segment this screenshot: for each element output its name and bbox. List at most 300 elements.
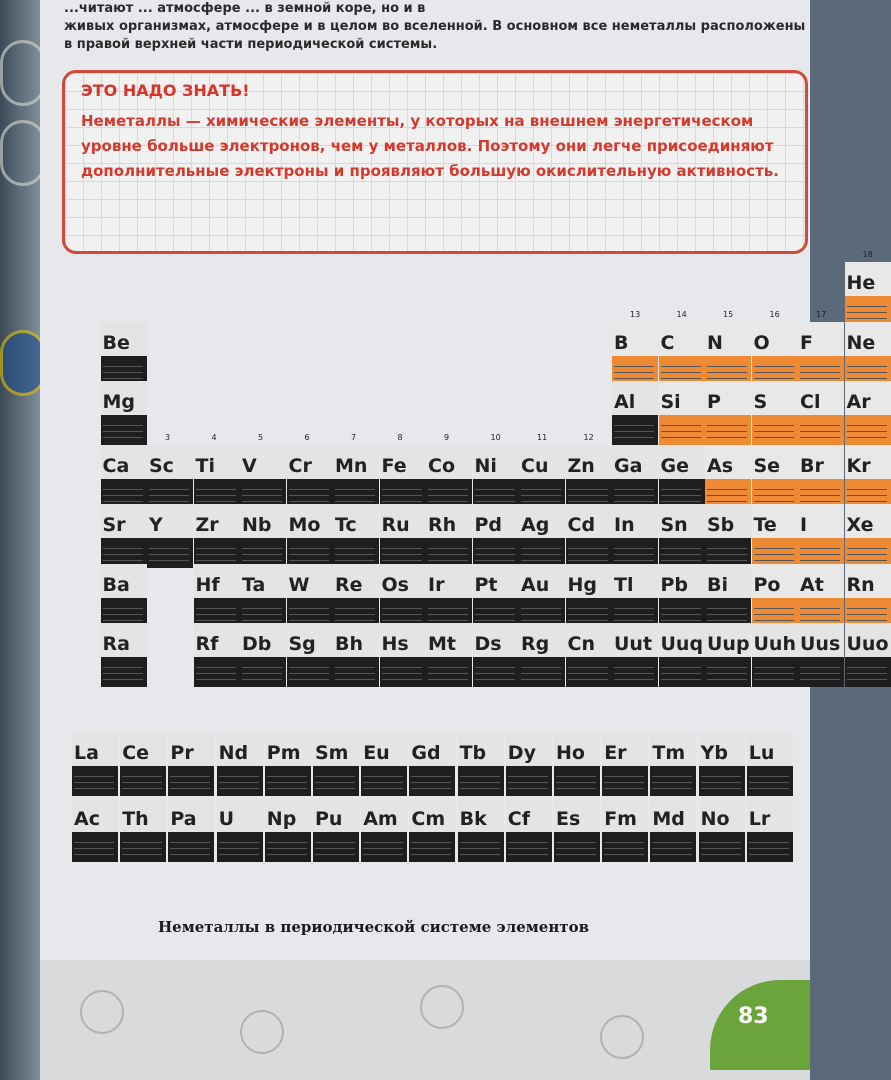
element-detail-line [707,431,747,432]
element-cell-he [845,262,891,326]
element-detail-line [335,554,375,555]
element-detail-line [661,667,701,668]
element-symbol-area [566,623,612,657]
element-detail-line [289,667,329,668]
element-detail-line [701,782,741,783]
element-cell-pt [473,564,519,628]
element-symbol: Ti [195,454,215,477]
element-detail-line [170,782,210,783]
intro-line: живых организмах, атмосфере и в целом во вселенной. В основном все неметаллы расположены [64,19,806,34]
element-detail-line [103,620,143,621]
element-detail-line [521,501,561,502]
element-symbol: Uuh [753,633,796,655]
element-detail-line [661,554,701,555]
element-detail-line [363,854,403,855]
element-symbol: Es [556,808,581,830]
element-symbol: Np [266,808,297,830]
element-symbol: N [707,331,723,354]
element-symbol: Cm [411,808,446,830]
element-detail-line [289,560,329,561]
element-detail-line [219,776,259,777]
element-detail-line [196,673,236,674]
element-detail-line [475,501,515,502]
element-detail-line [103,431,143,432]
element-detail-line [242,548,282,549]
element-detail-line [103,495,143,496]
element-detail-line [754,554,794,555]
element-cell-s [752,381,798,445]
element-detail-line [754,437,794,438]
element-symbol: Sb [707,514,735,536]
element-cell-gd [409,732,455,796]
element-symbol: Be [102,331,130,354]
element-cell-bk [458,798,504,862]
element-detail-line [652,842,692,843]
element-symbol-area [473,623,519,657]
element-detail-line [460,854,500,855]
element-detail-line [847,489,887,490]
element-cell-db [240,623,286,687]
element-detail-line [800,378,840,379]
element-symbol: La [74,742,99,764]
element-cell-md [650,798,696,862]
element-symbol: B [614,331,629,354]
element-detail-line [289,501,329,502]
element-cell-ni [473,445,519,509]
element-symbol: Mg [102,391,136,413]
element-symbol: Zn [567,454,595,477]
element-detail-line [335,560,375,561]
element-detail-line [661,614,701,615]
element-detail-line [289,620,329,621]
element-detail-line [335,501,375,502]
element-detail-line [749,782,789,783]
element-symbol: Pm [266,742,301,764]
element-symbol-area [612,381,658,415]
element-detail-line [382,673,422,674]
element-cell-sb [705,504,751,568]
element-symbol-area [566,564,612,598]
element-symbol-area [747,732,793,766]
element-cell-au [519,564,565,628]
element-detail-line [707,378,747,379]
element-cell-mt [426,623,472,687]
element-detail-line [170,788,210,789]
element-detail-line [707,489,747,490]
group-number: 10 [490,432,501,442]
element-detail-line [614,608,654,609]
element-detail-line [521,673,561,674]
element-symbol-area [705,564,751,598]
element-detail-line [614,679,654,680]
element-cell-ne [845,322,891,386]
element-symbol: Sg [288,633,316,655]
element-symbol-area [747,798,793,832]
element-symbol-area [705,623,751,657]
element-symbol: Cf [507,808,531,830]
element-detail-line [103,366,143,367]
element-detail-line [707,620,747,621]
element-cell-pm [265,732,311,796]
element-detail-line [652,782,692,783]
element-detail-line [614,378,654,379]
element-detail-line [428,614,468,615]
decorative-footer [40,960,810,1080]
element-detail-line [614,614,654,615]
molecule-doodle-icon [600,1015,644,1059]
element-symbol-area [506,798,552,832]
element-cell-rf [194,623,240,687]
element-cell-os [380,564,426,628]
element-symbol-area [845,623,891,657]
element-detail-line [800,372,840,373]
element-symbol-area [101,381,147,415]
element-symbol: He [846,272,876,294]
element-detail-line [242,679,282,680]
element-symbol: Tc [335,514,357,536]
element-symbol: Rg [521,633,550,655]
element-detail-line [74,776,114,777]
element-detail-line [800,495,840,496]
element-detail-line [242,620,282,621]
group-number: 14 [676,309,687,319]
element-cell-uuo [845,623,891,687]
group-number: 17 [816,309,827,319]
element-symbol-area [602,732,648,766]
element-symbol: Os [381,573,409,596]
element-cell-pa [168,798,214,862]
element-symbol-area [287,445,333,479]
element-symbol: Kr [846,454,871,477]
element-detail-line [122,842,162,843]
element-symbol: Ag [521,514,550,536]
element-detail-line [363,776,403,777]
element-detail-line [103,614,143,615]
element-cell-ge [659,445,705,509]
element-detail-line [754,608,794,609]
element-detail-line [103,425,143,426]
element-symbol-area [217,732,263,766]
element-detail-line [521,489,561,490]
group-number: 7 [351,432,357,442]
element-symbol-area [752,381,798,415]
element-symbol-area [361,798,407,832]
element-symbol-area [473,504,519,538]
group-number: 5 [258,432,264,442]
element-detail-line [508,776,548,777]
element-detail-line [754,431,794,432]
element-detail-line [122,788,162,789]
element-detail-line [847,437,887,438]
element-symbol: Uuq [660,633,704,655]
element-cell-uuq [659,623,705,687]
element-symbol-area [287,564,333,598]
element-detail-line [847,378,887,379]
element-detail-line [196,501,236,502]
element-cell-ce [120,732,166,796]
element-cell-lr [747,798,793,862]
element-cell-la [72,732,118,796]
element-detail-line [707,554,747,555]
element-cell-co [426,445,472,509]
element-detail-line [661,560,701,561]
element-cell-i [798,504,844,568]
element-symbol-area [194,623,240,657]
element-symbol-area [845,381,891,415]
element-detail-line [315,848,355,849]
element-symbol-area [752,445,798,479]
element-detail-line [754,614,794,615]
element-detail-line [847,667,887,668]
element-detail-line [800,425,840,426]
element-symbol-area [659,381,705,415]
element-detail-line [475,673,515,674]
element-detail-line [604,782,644,783]
element-detail-line [556,788,596,789]
element-symbol: No [700,808,730,830]
element-symbol-area [566,445,612,479]
element-symbol: Y [149,514,163,536]
element-detail-line [170,842,210,843]
element-detail-line [242,560,282,561]
element-cell-cn [566,623,612,687]
element-symbol: Pu [315,808,343,830]
element-detail-line [568,614,608,615]
element-symbol: Pd [474,514,503,536]
element-detail-line [335,614,375,615]
element-detail-line [289,554,329,555]
element-detail-line [475,489,515,490]
element-symbol-area [798,381,844,415]
element-symbol: Se [753,454,781,477]
element-detail-line [508,848,548,849]
element-detail-line [267,854,307,855]
group-number: 15 [723,309,734,319]
element-detail-line [754,679,794,680]
element-detail-line [568,673,608,674]
element-cell-th [120,798,166,862]
element-detail-line [219,842,259,843]
element-detail-line [661,608,701,609]
element-detail-line [847,366,887,367]
element-symbol: Ar [846,391,871,413]
element-cell-pr [168,732,214,796]
element-cell-sc [147,445,193,509]
element-detail-line [754,673,794,674]
element-symbol: Lr [748,808,771,830]
element-symbol-area [554,798,600,832]
element-detail-line [521,620,561,621]
element-detail-line [614,437,654,438]
group-number: 16 [769,309,780,319]
element-symbol-area [705,504,751,538]
element-detail-line [661,366,701,367]
element-symbol: Nd [218,742,249,764]
element-detail-line [103,560,143,561]
element-detail-line [103,437,143,438]
element-symbol-area [426,504,472,538]
element-cell-zr [194,504,240,568]
element-symbol-area [120,798,166,832]
element-detail-line [749,788,789,789]
element-detail-line [475,495,515,496]
element-detail-line [847,620,887,621]
element-symbol-area [519,445,565,479]
element-detail-line [460,848,500,849]
element-symbol-area [659,504,705,538]
element-detail-line [521,614,561,615]
element-symbol-area [650,798,696,832]
element-symbol-area [333,504,379,538]
element-detail-line [149,554,189,555]
element-detail-line [847,614,887,615]
element-detail-line [74,782,114,783]
element-symbol: F [800,331,813,354]
element-detail-line [800,501,840,502]
element-detail-line [428,548,468,549]
element-symbol: W [288,573,310,596]
element-cell-n [705,322,751,386]
element-detail-line [335,608,375,609]
element-symbol-area [313,798,359,832]
element-detail-line [122,854,162,855]
element-symbol: Tb [459,742,487,764]
element-detail-line [556,776,596,777]
element-cell-o [752,322,798,386]
element-detail-line [508,842,548,843]
element-detail-line [707,437,747,438]
element-detail-line [521,554,561,555]
element-detail-line [289,673,329,674]
element-symbol-area [650,732,696,766]
element-detail-line [800,667,840,668]
element-symbol: Am [363,808,398,830]
group-number: 3 [165,432,171,442]
element-detail-line [428,495,468,496]
element-detail-line [661,620,701,621]
element-detail-line [219,854,259,855]
element-cell-nd [217,732,263,796]
element-detail-line [800,679,840,680]
element-symbol: Uup [707,633,750,655]
element-detail-line [242,614,282,615]
element-symbol-area [798,564,844,598]
element-symbol: Sc [149,454,174,477]
element-detail-line [428,620,468,621]
element-symbol-area [845,564,891,598]
element-symbol-area [752,322,798,356]
element-cell-po [752,564,798,628]
element-detail-line [196,489,236,490]
element-cell-te [752,504,798,568]
element-detail-line [556,842,596,843]
element-detail-line [363,842,403,843]
element-symbol-area [473,564,519,598]
element-cell-bi [705,564,751,628]
element-detail-line [242,495,282,496]
element-symbol: Yb [700,742,728,764]
element-symbol: Uuo [846,633,889,655]
element-symbol: Uus [800,633,841,655]
element-symbol-area [101,322,147,356]
element-symbol: Tm [652,742,686,764]
element-detail-line [568,501,608,502]
element-symbol: Zr [195,514,219,536]
element-symbol: Bh [335,633,364,655]
element-detail-line [382,620,422,621]
element-symbol: Nb [242,514,272,536]
element-detail-line [847,495,887,496]
element-cell-re [333,564,379,628]
element-detail-line [847,554,887,555]
element-detail-line [103,554,143,555]
element-detail-line [289,608,329,609]
element-cell-kr [845,445,891,509]
element-symbol-area [240,564,286,598]
element-detail-line [847,608,887,609]
element-symbol-area [699,732,745,766]
element-cell-as [705,445,751,509]
element-cell-ta [240,564,286,628]
element-symbol-area [72,732,118,766]
element-detail-line [475,667,515,668]
element-cell-w [287,564,333,628]
element-symbol-area [101,504,147,538]
element-symbol-area [265,732,311,766]
page-number: 83 [738,1004,769,1029]
element-cell-rh [426,504,472,568]
element-detail-line [382,489,422,490]
element-symbol: Sm [315,742,349,764]
element-detail-line [800,431,840,432]
element-detail-line [568,548,608,549]
element-cell-c [659,322,705,386]
element-detail-line [289,679,329,680]
element-symbol: Mo [288,514,321,536]
element-detail-line [800,673,840,674]
element-detail-line [614,366,654,367]
element-cell-er [602,732,648,796]
element-cell-ag [519,504,565,568]
element-symbol-area [168,798,214,832]
element-detail-line [707,501,747,502]
element-symbol-area [506,732,552,766]
element-detail-line [335,620,375,621]
element-symbol-area [705,322,751,356]
element-detail-line [196,608,236,609]
element-detail-line [196,560,236,561]
element-detail-line [614,560,654,561]
element-detail-line [267,842,307,843]
element-detail-line [749,848,789,849]
element-detail-line [428,608,468,609]
element-detail-line [74,788,114,789]
element-symbol-area [612,564,658,598]
element-symbol-area [101,445,147,479]
element-detail-line [475,608,515,609]
element-detail-line [754,489,794,490]
element-cell-fm [602,798,648,862]
element-symbol: Tl [614,573,634,596]
element-detail-line [707,673,747,674]
element-symbol-area [519,623,565,657]
element-detail-line [701,848,741,849]
element-detail-line [242,501,282,502]
element-detail-line [707,366,747,367]
element-cell-be [101,322,147,386]
element-detail-line [847,548,887,549]
group-number: 9 [444,432,450,442]
